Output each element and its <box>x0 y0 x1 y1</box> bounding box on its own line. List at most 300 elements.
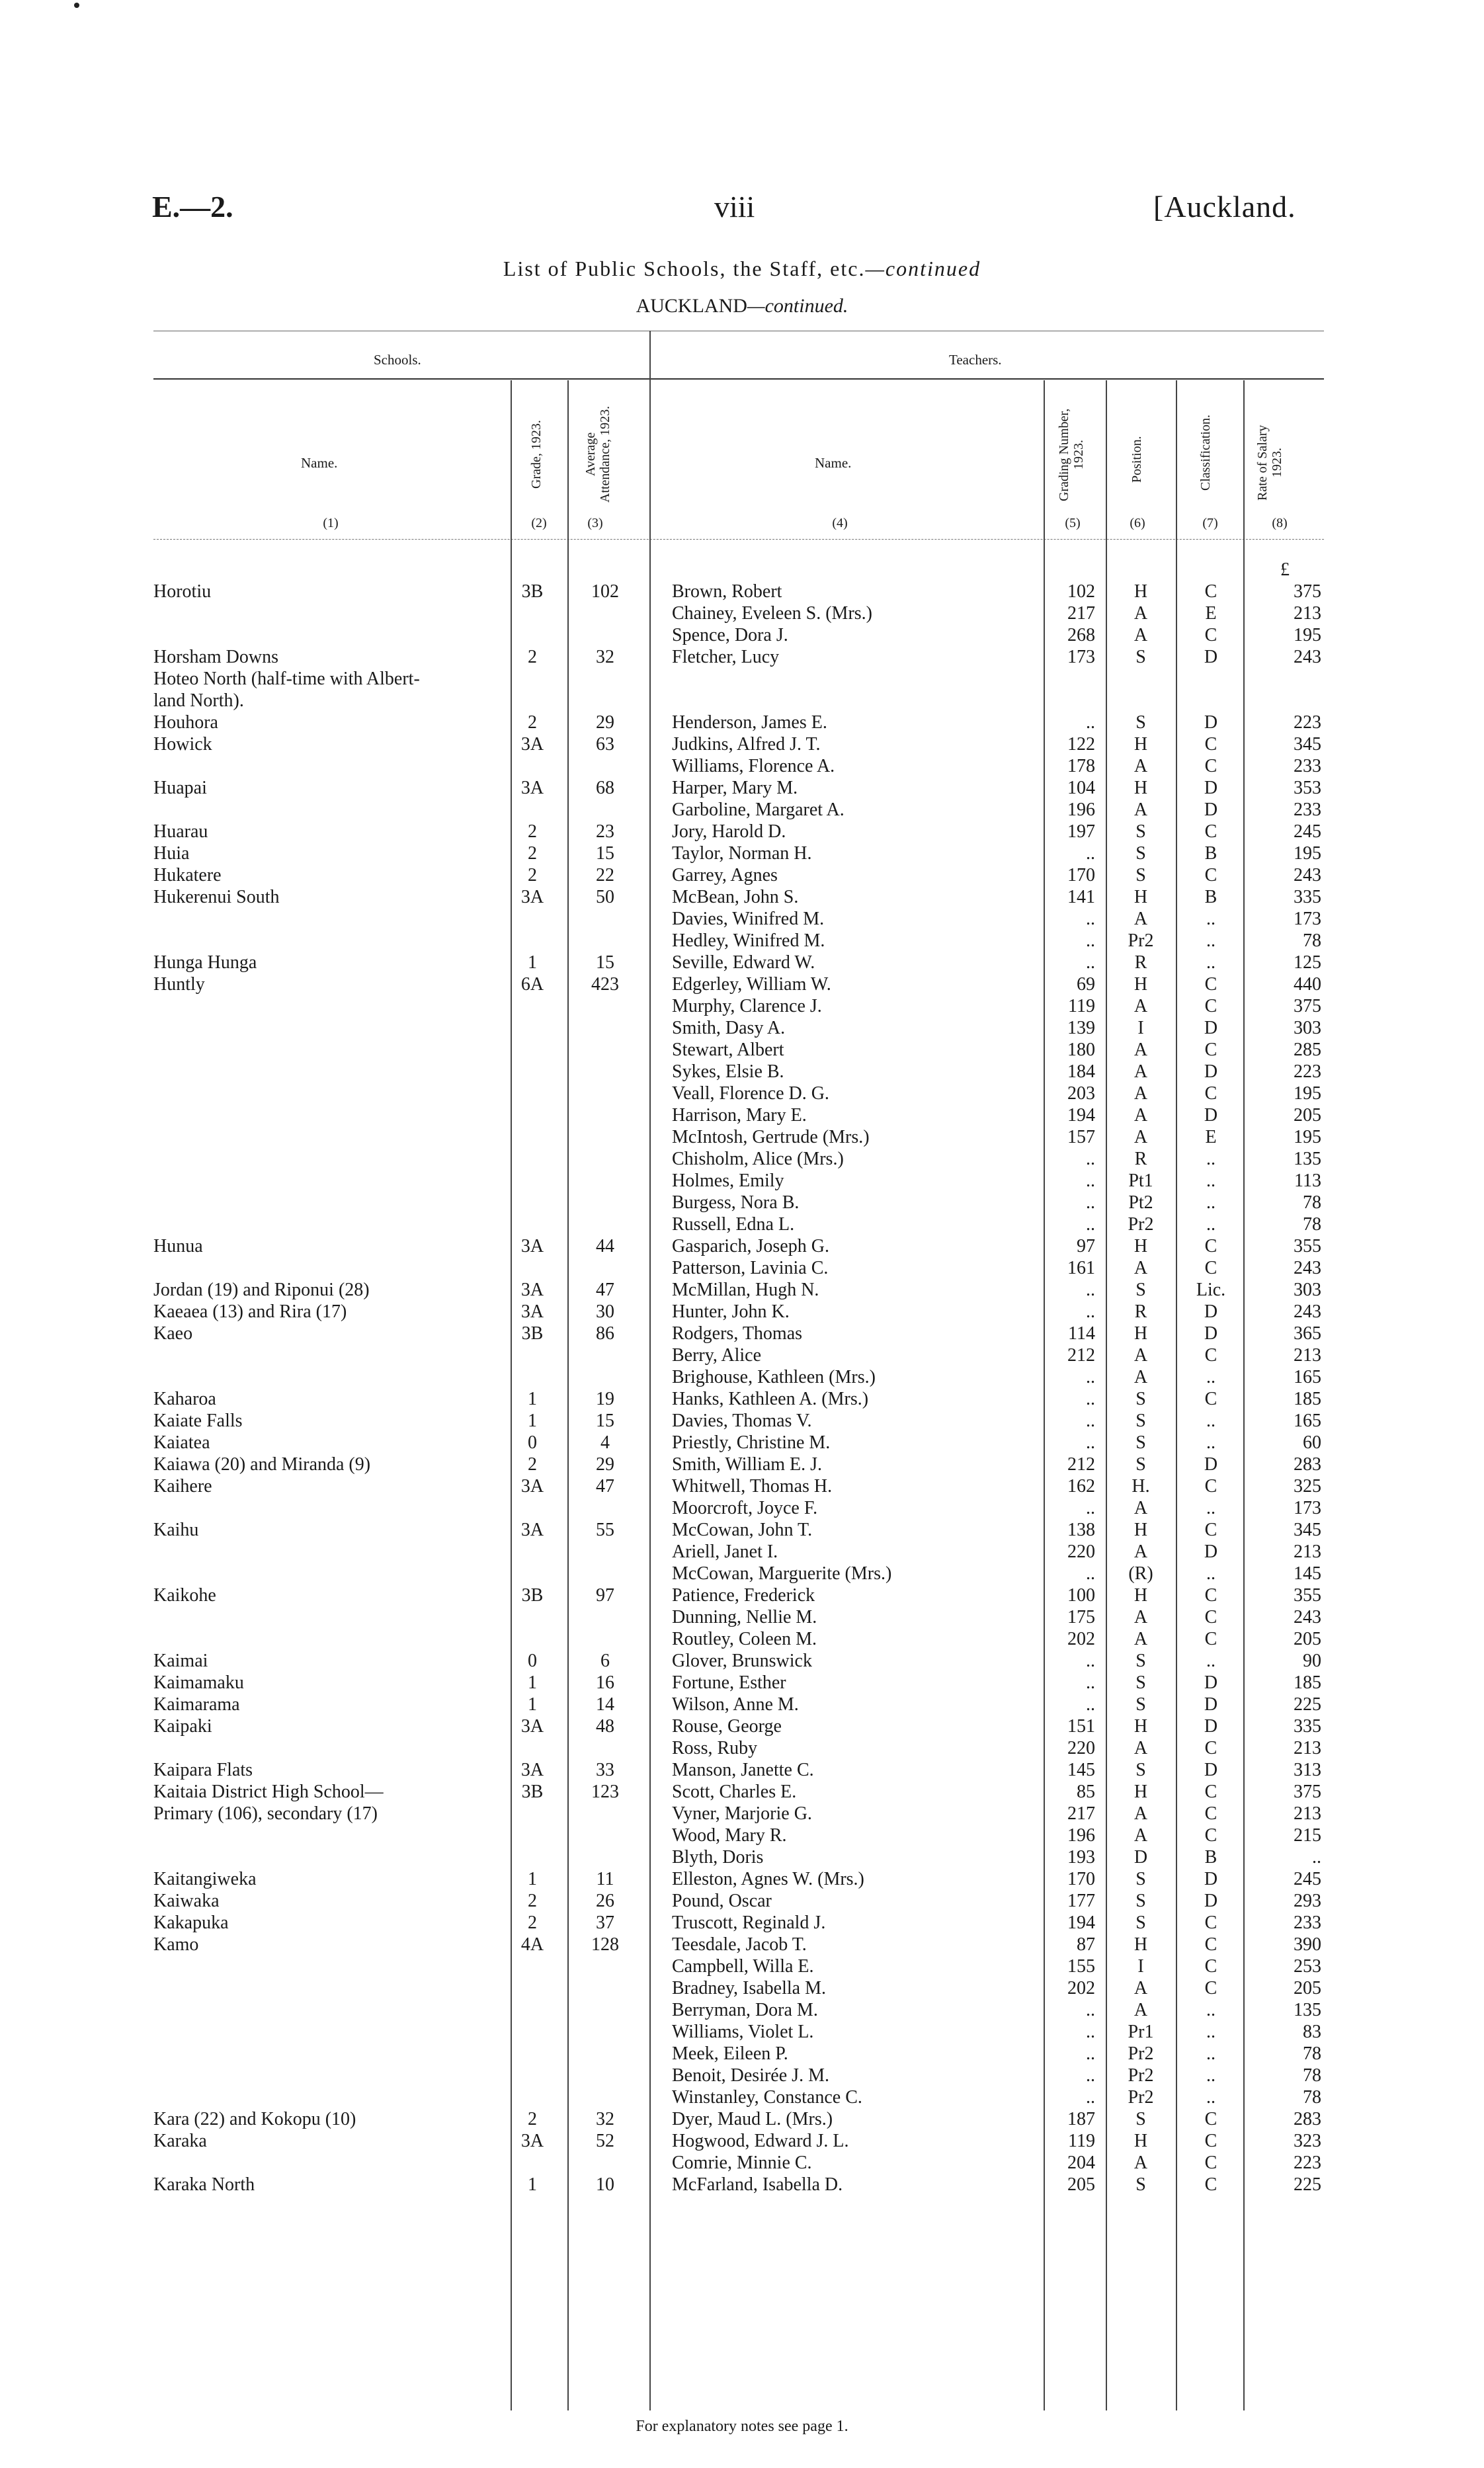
classification: C <box>1204 1803 1217 1824</box>
grading-number: .. <box>1086 1672 1095 1693</box>
grading-number: 204 <box>1067 2153 1095 2173</box>
school-attendance: 15 <box>596 952 614 973</box>
school-name: Hunua <box>153 1236 203 1256</box>
school-grade: 6A <box>520 974 544 995</box>
school-grade: 1 <box>528 952 537 973</box>
table-row <box>0 2021 1484 2043</box>
school-grade: 1 <box>528 1869 537 1889</box>
classification: D <box>1204 1869 1218 1889</box>
grading-number: .. <box>1086 1280 1095 1300</box>
salary-rate: 195 <box>1294 625 1321 645</box>
table-row <box>0 1432 1484 1454</box>
classification: C <box>1204 1913 1217 1933</box>
classification: C <box>1204 1629 1217 1649</box>
teacher-name: Murphy, Clarence J. <box>672 996 822 1016</box>
school-attendance: 128 <box>591 1934 619 1955</box>
position: A <box>1134 625 1148 645</box>
col-attendance: Average Attendance, 1923. <box>583 405 612 503</box>
position: A <box>1134 2000 1148 2020</box>
classification: C <box>1204 1825 1217 1846</box>
table-row <box>0 908 1484 930</box>
col-school-name: Name. <box>301 455 338 471</box>
teacher-name: Smith, William E. J. <box>672 1454 823 1475</box>
teacher-name: Dyer, Maud L. (Mrs.) <box>672 2109 833 2129</box>
salary-rate: 165 <box>1294 1411 1321 1431</box>
position: H <box>1134 1716 1148 1737</box>
teacher-name: Hedley, Winifred M. <box>672 930 825 951</box>
position: A <box>1134 1061 1148 1082</box>
group-schools: Schools. <box>374 352 421 368</box>
salary-rate: 195 <box>1294 1127 1321 1147</box>
salary-rate: 78 <box>1303 2087 1321 2108</box>
school-attendance: 15 <box>596 843 614 864</box>
teacher-name: Rodgers, Thomas <box>672 1323 803 1344</box>
grading-number: .. <box>1086 1389 1095 1409</box>
salary-rate: 243 <box>1294 647 1321 667</box>
classification: .. <box>1206 1498 1216 1518</box>
school-grade: 1 <box>528 1411 537 1431</box>
header-left: E.—2. <box>152 190 233 224</box>
school-name: Kaihu <box>153 1520 199 1540</box>
salary-rate: 303 <box>1294 1018 1321 1038</box>
position: A <box>1134 756 1148 776</box>
grading-number: 170 <box>1067 865 1095 885</box>
salary-rate: 135 <box>1294 1149 1321 1169</box>
position: Pr2 <box>1128 2065 1154 2086</box>
position: (R) <box>1128 1563 1153 1584</box>
position: R <box>1134 1149 1147 1169</box>
teacher-name: Chisholm, Alice (Mrs.) <box>672 1149 844 1169</box>
table-row <box>0 1846 1484 1868</box>
teacher-name: McIntosh, Gertrude (Mrs.) <box>672 1127 870 1147</box>
scan-mark <box>74 3 79 8</box>
footnote: For explanatory notes see page 1. <box>636 2418 848 2435</box>
school-name: Kaihere <box>153 1476 212 1497</box>
school-attendance: 16 <box>596 1672 614 1693</box>
table-row <box>0 973 1484 995</box>
classification: B <box>1204 843 1217 864</box>
teacher-name: Pound, Oscar <box>672 1891 772 1911</box>
position: A <box>1134 996 1148 1016</box>
salary-rate: 78 <box>1303 930 1321 951</box>
table-row <box>0 1890 1484 1912</box>
grading-number: 102 <box>1067 581 1095 602</box>
table-row <box>0 755 1484 777</box>
teacher-name: Davies, Thomas V. <box>672 1411 812 1431</box>
table-row <box>0 1955 1484 1977</box>
school-name: Kaeo <box>153 1323 193 1344</box>
position: S <box>1135 1760 1146 1780</box>
school-attendance: 68 <box>596 778 614 798</box>
table-row <box>0 1061 1484 1083</box>
position: H <box>1134 1323 1148 1344</box>
table-row <box>0 886 1484 908</box>
grading-number: .. <box>1086 1498 1095 1518</box>
grading-number: 151 <box>1067 1716 1095 1737</box>
salary-rate: 213 <box>1294 1345 1321 1366</box>
salary-rate: 225 <box>1294 1694 1321 1715</box>
salary-rate: 213 <box>1294 1803 1321 1824</box>
salary-rate: 375 <box>1294 996 1321 1016</box>
classification: D <box>1204 1760 1218 1780</box>
teacher-name: Fletcher, Lucy <box>672 647 780 667</box>
teacher-name: Meek, Eileen P. <box>672 2043 788 2064</box>
school-attendance: 19 <box>596 1389 614 1409</box>
school-attendance: 30 <box>596 1301 614 1322</box>
table-row <box>0 1825 1484 1846</box>
teacher-name: Wilson, Anne M. <box>672 1694 799 1715</box>
table-row <box>0 1039 1484 1061</box>
teacher-name: Edgerley, William W. <box>672 974 831 995</box>
table-row <box>0 843 1484 864</box>
classification: C <box>1204 1083 1217 1104</box>
table-row <box>0 624 1484 646</box>
grading-number: .. <box>1086 1214 1095 1235</box>
position: S <box>1135 1913 1146 1933</box>
school-grade: 3A <box>520 778 544 798</box>
classification: C <box>1204 1236 1217 1256</box>
salary-rate: 335 <box>1294 1716 1321 1737</box>
school-name: Horsham Downs <box>153 647 278 667</box>
table-row <box>0 2086 1484 2108</box>
position: A <box>1134 800 1148 820</box>
school-name: Kaitaia District High School— <box>153 1782 384 1802</box>
classification: C <box>1204 1040 1217 1060</box>
grading-number: 139 <box>1067 1018 1095 1038</box>
currency-symbol: £ <box>1280 559 1290 580</box>
table-row <box>0 690 1484 712</box>
position: H <box>1134 887 1148 907</box>
position: A <box>1134 1498 1148 1518</box>
school-attendance: 44 <box>596 1236 614 1256</box>
grading-number: .. <box>1086 2065 1095 2086</box>
table-row <box>0 1803 1484 1825</box>
classification: C <box>1204 974 1217 995</box>
classification: C <box>1204 1782 1217 1802</box>
colnum-4: (4) <box>832 516 848 530</box>
position: H <box>1134 1236 1148 1256</box>
position: Pr2 <box>1128 1214 1154 1235</box>
grading-number: 157 <box>1067 1127 1095 1147</box>
header-rule <box>153 539 1324 540</box>
salary-rate: 173 <box>1294 909 1321 929</box>
group-rule <box>153 378 1324 380</box>
school-grade: 1 <box>528 1694 537 1715</box>
grading-number: 114 <box>1068 1323 1095 1344</box>
teacher-name: Ross, Ruby <box>672 1738 758 1758</box>
salary-rate: 173 <box>1294 1498 1321 1518</box>
table-row <box>0 1475 1484 1497</box>
table-row <box>0 1366 1484 1388</box>
table-row <box>0 602 1484 624</box>
teacher-name: Spence, Dora J. <box>672 625 788 645</box>
school-name: Houhora <box>153 712 218 733</box>
school-grade: 3A <box>520 1476 544 1497</box>
salary-rate: 223 <box>1294 2153 1321 2173</box>
position: H <box>1134 1782 1148 1802</box>
school-grade: 4A <box>520 1934 544 1955</box>
teacher-name: Blyth, Doris <box>672 1847 764 1868</box>
position: H. <box>1132 1476 1150 1497</box>
school-name: Primary (106), secondary (17) <box>153 1803 378 1824</box>
classification: D <box>1204 647 1218 667</box>
classification: B <box>1204 887 1217 907</box>
position: A <box>1134 909 1148 929</box>
position: S <box>1135 1280 1146 1300</box>
salary-rate: 375 <box>1294 581 1321 602</box>
salary-rate: 195 <box>1294 1083 1321 1104</box>
classification: C <box>1204 865 1217 885</box>
col-grade: Grade, 1923. <box>529 420 544 489</box>
grading-number: 194 <box>1067 1913 1095 1933</box>
teacher-name: McCowan, Marguerite (Mrs.) <box>672 1563 892 1584</box>
classification: C <box>1204 1345 1217 1366</box>
position: S <box>1135 1389 1146 1409</box>
table-row <box>0 952 1484 973</box>
teacher-name: Smith, Dasy A. <box>672 1018 786 1038</box>
school-grade: 2 <box>528 1913 537 1933</box>
grading-number: .. <box>1086 1694 1095 1715</box>
salary-rate: 145 <box>1294 1563 1321 1584</box>
classification: C <box>1204 1476 1217 1497</box>
grading-number: 217 <box>1067 603 1095 624</box>
school-attendance: 47 <box>596 1280 614 1300</box>
table-row <box>0 1104 1484 1126</box>
grading-number: 268 <box>1067 625 1095 645</box>
grading-number: 141 <box>1067 887 1095 907</box>
school-grade: 3A <box>520 1716 544 1737</box>
salary-rate: 243 <box>1294 1258 1321 1278</box>
salary-rate: 233 <box>1294 756 1321 776</box>
col-grading: Grading Number, 1923. <box>1057 408 1086 501</box>
school-attendance: 48 <box>596 1716 614 1737</box>
grading-number: 119 <box>1068 996 1095 1016</box>
school-attendance: 423 <box>591 974 619 995</box>
table-row <box>0 1235 1484 1257</box>
header-right: [Auckland. <box>1153 190 1296 224</box>
position: S <box>1135 1694 1146 1715</box>
teacher-name: Davies, Winifred M. <box>672 909 825 929</box>
salary-rate: 205 <box>1294 1105 1321 1126</box>
position: Pr2 <box>1128 2087 1154 2108</box>
table-row <box>0 1497 1484 1519</box>
grading-number: 202 <box>1067 1978 1095 1998</box>
colnum-7: (7) <box>1202 516 1218 530</box>
grading-number: 205 <box>1067 2174 1095 2195</box>
school-attendance: 29 <box>596 712 614 733</box>
classification: C <box>1204 821 1217 842</box>
table-row <box>0 864 1484 886</box>
position: S <box>1135 1869 1146 1889</box>
classification: C <box>1204 625 1217 645</box>
col-position: Position. <box>1130 436 1144 483</box>
school-attendance: 11 <box>596 1869 614 1889</box>
teacher-name: Seville, Edward W. <box>672 952 815 973</box>
page-subtitle <box>0 295 1484 317</box>
grading-number: .. <box>1086 1192 1095 1213</box>
page-number: viii <box>714 190 755 224</box>
position: S <box>1135 843 1146 864</box>
school-name: Kaiawa (20) and Miranda (9) <box>153 1454 371 1475</box>
table-row <box>0 1213 1484 1235</box>
teacher-name: Hanks, Kathleen A. (Mrs.) <box>672 1389 869 1409</box>
classification: .. <box>1206 1214 1216 1235</box>
salary-rate: 205 <box>1294 1978 1321 1998</box>
classification: .. <box>1206 1411 1216 1431</box>
salary-rate: 78 <box>1303 1214 1321 1235</box>
salary-rate: 335 <box>1294 887 1321 907</box>
position: A <box>1134 1738 1148 1758</box>
school-name: Hukerenui South <box>153 887 280 907</box>
grading-number: 162 <box>1067 1476 1095 1497</box>
teacher-name: Wood, Mary R. <box>672 1825 787 1846</box>
position: A <box>1134 1803 1148 1824</box>
grading-number: .. <box>1086 1411 1095 1431</box>
grading-number: 104 <box>1067 778 1095 798</box>
school-attendance: 37 <box>596 1913 614 1933</box>
salary-rate: 293 <box>1294 1891 1321 1911</box>
grading-number: 155 <box>1067 1956 1095 1977</box>
table-row <box>0 1584 1484 1606</box>
position: S <box>1135 1432 1146 1453</box>
school-name: Kaimarama <box>153 1694 240 1715</box>
school-grade: 3B <box>521 581 544 602</box>
position: S <box>1135 1651 1146 1671</box>
classification: E <box>1205 603 1217 624</box>
table-row <box>0 2043 1484 2065</box>
classification: .. <box>1206 2087 1216 2108</box>
school-grade: 1 <box>528 2174 537 2195</box>
classification: D <box>1204 1061 1218 1082</box>
classification: .. <box>1206 1432 1216 1453</box>
salary-rate: 355 <box>1294 1585 1321 1606</box>
position: S <box>1135 712 1146 733</box>
position: A <box>1134 1258 1148 1278</box>
school-grade: 3A <box>520 1236 544 1256</box>
position: I <box>1137 1956 1144 1977</box>
classification: .. <box>1206 952 1216 973</box>
table-row <box>0 1737 1484 1759</box>
grading-number: 122 <box>1067 734 1095 755</box>
position: Pt1 <box>1128 1171 1153 1191</box>
table-row <box>0 1781 1484 1803</box>
school-name: Howick <box>153 734 212 755</box>
teacher-name: Scott, Charles E. <box>672 1782 797 1802</box>
teacher-name: Ariell, Janet I. <box>672 1542 778 1562</box>
grading-number: 177 <box>1067 1891 1095 1911</box>
table-row <box>0 995 1484 1017</box>
teacher-name: Brown, Robert <box>672 581 782 602</box>
school-grade: 3A <box>520 1301 544 1322</box>
classification: D <box>1204 1105 1218 1126</box>
position: Pr1 <box>1128 2022 1154 2042</box>
salary-rate: 285 <box>1294 1040 1321 1060</box>
grading-number: .. <box>1086 2000 1095 2020</box>
classification: D <box>1204 1323 1218 1344</box>
grading-number: 193 <box>1067 1847 1095 1868</box>
grading-number: 145 <box>1067 1760 1095 1780</box>
classification: D <box>1204 712 1218 733</box>
grading-number: 170 <box>1067 1869 1095 1889</box>
salary-rate: 323 <box>1294 2131 1321 2151</box>
grading-number: .. <box>1086 1367 1095 1387</box>
salary-rate: 205 <box>1294 1629 1321 1649</box>
salary-rate: 243 <box>1294 1301 1321 1322</box>
salary-rate: 90 <box>1303 1651 1321 1671</box>
teacher-name: Whitwell, Thomas H. <box>672 1476 833 1497</box>
salary-rate: 245 <box>1294 821 1321 842</box>
salary-rate: 243 <box>1294 1607 1321 1627</box>
classification: C <box>1204 756 1217 776</box>
grading-number: .. <box>1086 952 1095 973</box>
school-grade: 2 <box>528 1454 537 1475</box>
grading-number: 202 <box>1067 1629 1095 1649</box>
school-name: Huntly <box>153 974 205 995</box>
classification: C <box>1204 2174 1217 2195</box>
position: S <box>1135 2174 1146 2195</box>
classification: D <box>1204 778 1218 798</box>
table-row <box>0 1083 1484 1104</box>
colnum-1: (1) <box>323 516 339 530</box>
col-classification: Classification. <box>1198 415 1213 491</box>
position: H <box>1134 974 1148 995</box>
grading-number: .. <box>1086 2022 1095 2042</box>
grading-number: 161 <box>1067 1258 1095 1278</box>
school-grade: 1 <box>528 1389 537 1409</box>
school-name: Kaharoa <box>153 1389 216 1409</box>
classification: C <box>1204 1389 1217 1409</box>
school-attendance: 22 <box>596 865 614 885</box>
teacher-name: Brighouse, Kathleen (Mrs.) <box>672 1367 876 1387</box>
salary-rate: 345 <box>1294 1520 1321 1540</box>
teacher-name: McBean, John S. <box>672 887 799 907</box>
group-teachers: Teachers. <box>949 352 1002 368</box>
col-rate: Rate of Salary 1923. <box>1255 425 1284 501</box>
table-row <box>0 1541 1484 1563</box>
position: S <box>1135 2109 1146 2129</box>
salary-rate: 60 <box>1303 1432 1321 1453</box>
school-name: Kaipara Flats <box>153 1760 253 1780</box>
table-row <box>0 1672 1484 1694</box>
position: H <box>1134 1520 1148 1540</box>
grading-number: .. <box>1086 712 1095 733</box>
table-row <box>0 1454 1484 1475</box>
school-grade: 2 <box>528 2109 537 2129</box>
grading-number: 85 <box>1077 1782 1095 1802</box>
school-name: Kaiwaka <box>153 1891 220 1911</box>
table-row <box>0 2065 1484 2086</box>
school-attendance: 52 <box>596 2131 614 2151</box>
classification: C <box>1204 2153 1217 2173</box>
classification: D <box>1204 1891 1218 1911</box>
grading-number: 187 <box>1067 2109 1095 2129</box>
position: A <box>1134 2153 1148 2173</box>
school-attendance: 32 <box>596 647 614 667</box>
classification: D <box>1204 1694 1218 1715</box>
teacher-name: McMillan, Hugh N. <box>672 1280 819 1300</box>
salary-rate: 213 <box>1294 603 1321 624</box>
salary-rate: 215 <box>1294 1825 1321 1846</box>
classification: C <box>1204 1520 1217 1540</box>
classification: C <box>1204 1956 1217 1977</box>
colnum-6: (6) <box>1130 516 1145 530</box>
grading-number: .. <box>1086 1149 1095 1169</box>
school-name: Huarau <box>153 821 208 842</box>
position: S <box>1135 865 1146 885</box>
salary-rate: 243 <box>1294 865 1321 885</box>
grading-number: .. <box>1086 2087 1095 2108</box>
classification: B <box>1204 1847 1217 1868</box>
